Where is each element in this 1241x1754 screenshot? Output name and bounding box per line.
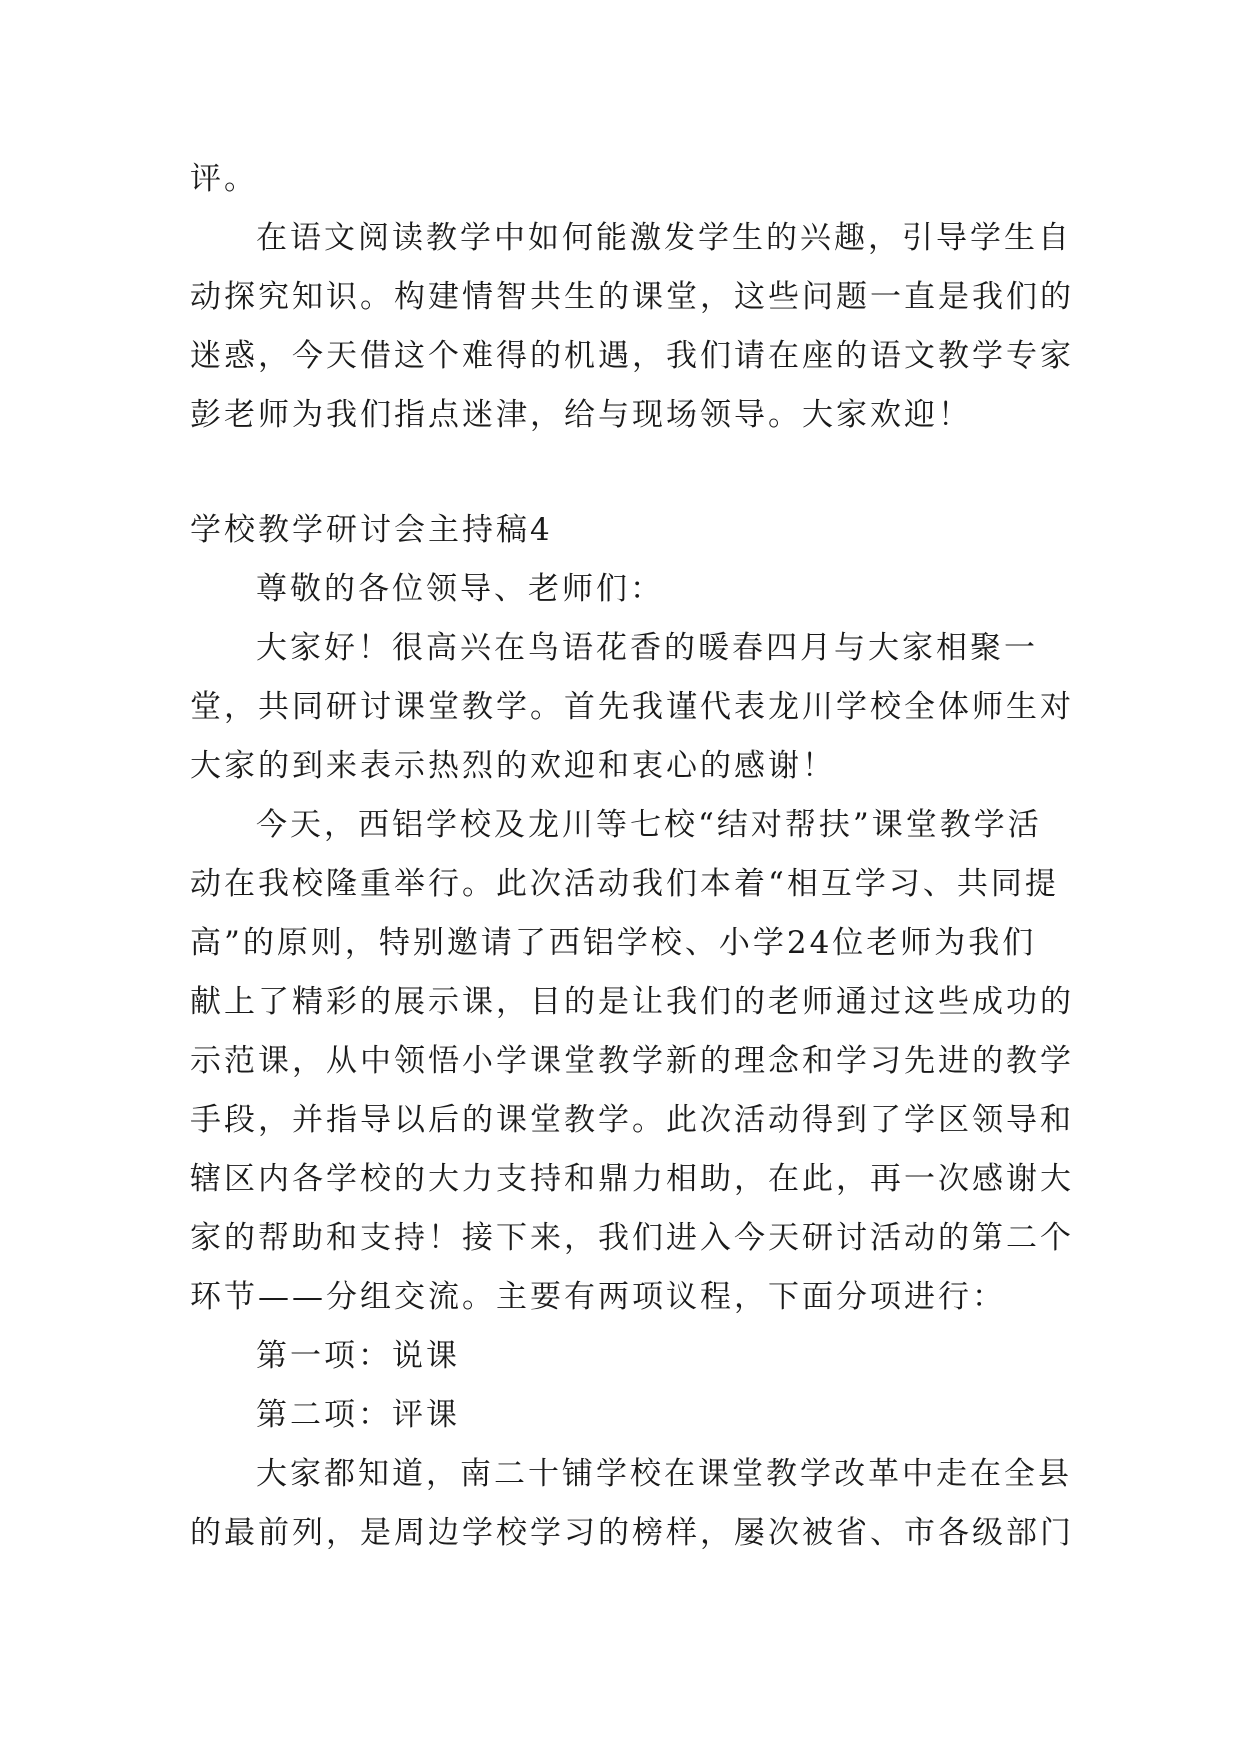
text-line: 彭老师为我们指点迷津，给与现场领导。大家欢迎！ [190,397,972,433]
text-line: 堂，共同研讨课堂教学。首先我谨代表龙川学校全体师生对 [190,689,1074,725]
agenda-item: 第一项：说课 [256,1338,460,1374]
text-line: 大家好！很高兴在鸟语花香的暖春四月与大家相聚一 [256,630,1038,666]
text-line: 动探究知识。构建情智共生的课堂，这些问题一直是我们的 [190,279,1074,315]
text-line: 辖区内各学校的大力支持和鼎力相助，在此，再一次感谢大 [190,1161,1074,1197]
agenda-item: 第二项：评课 [256,1397,460,1433]
text-line: 在语文阅读教学中如何能激发学生的兴趣，引导学生自 [256,220,1072,256]
text-line: 手段，并指导以后的课堂教学。此次活动得到了学区领导和 [190,1102,1074,1138]
text-line: 的最前列，是周边学校学习的榜样，屡次被省、市各级部门 [190,1515,1074,1551]
text-line: 今天，西铝学校及龙川等七校“结对帮扶”课堂教学活 [256,807,1042,843]
text-line: 大家的到来表示热烈的欢迎和衷心的感谢！ [190,748,836,784]
text-line: 评。 [190,161,258,197]
text-line: 家的帮助和支持！接下来，我们进入今天研讨活动的第二个 [190,1220,1074,1256]
text-line: 环节——分组交流。主要有两项议程，下面分项进行： [190,1279,1006,1315]
text-line: 高”的原则，特别邀请了西铝学校、小学24位老师为我们 [190,925,1037,961]
document-page [190,150,1074,1563]
text-line: 献上了精彩的展示课，目的是让我们的老师通过这些成功的 [190,984,1074,1020]
greeting: 尊敬的各位领导、老师们： [256,571,664,607]
text-line: 大家都知道，南二十铺学校在课堂教学改革中走在全县 [256,1456,1072,1492]
text-line: 动在我校隆重举行。此次活动我们本着“相互学习、共同提 [190,866,1059,902]
text-line: 迷惑，今天借这个难得的机遇，我们请在座的语文教学专家 [190,338,1074,374]
text-line: 示范课，从中领悟小学课堂教学新的理念和学习先进的教学 [190,1043,1074,1079]
section-title: 学校教学研讨会主持稿4 [190,512,553,548]
